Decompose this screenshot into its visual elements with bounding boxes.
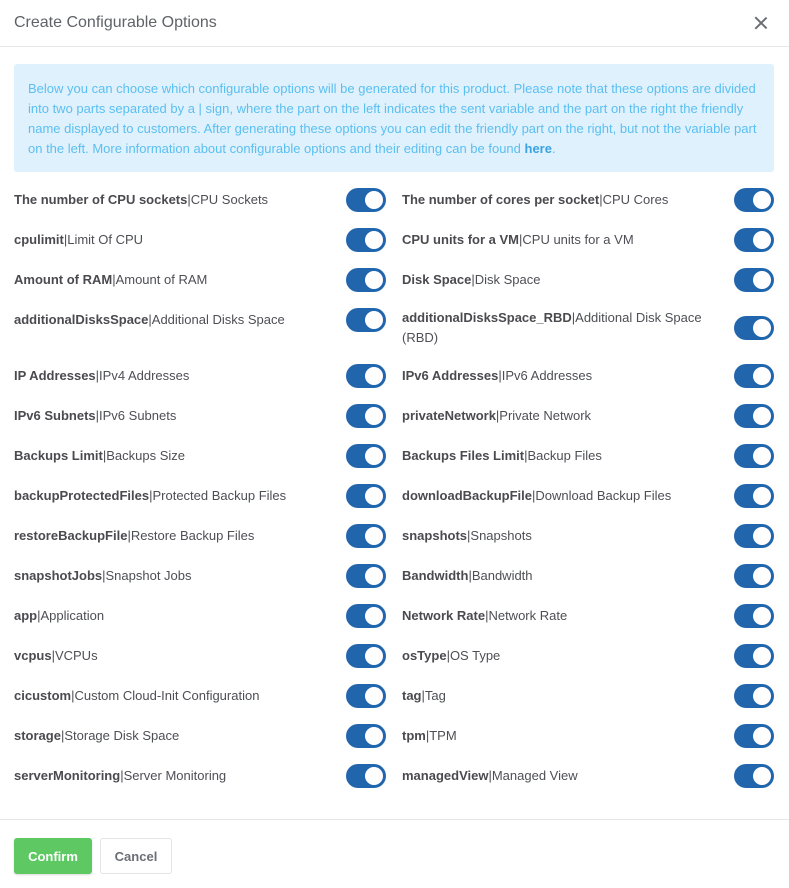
option-toggle[interactable] — [734, 684, 774, 708]
option-item: Backups Limit|Backups Size — [14, 436, 402, 476]
options-grid — [14, 180, 774, 796]
option-toggle[interactable] — [346, 604, 386, 628]
option-item: tag|Tag — [402, 676, 774, 716]
help-link[interactable]: here — [524, 141, 552, 156]
option-toggle[interactable] — [734, 404, 774, 428]
option-item: Network Rate|Network Rate — [402, 596, 774, 636]
option-item: cpulimit|Limit Of CPU — [14, 220, 402, 260]
option-item: osType|OS Type — [402, 636, 774, 676]
option-toggle[interactable] — [734, 764, 774, 788]
cancel-button[interactable]: Cancel — [100, 838, 172, 874]
option-toggle[interactable] — [734, 724, 774, 748]
option-item: snapshotJobs|Snapshot Jobs — [14, 556, 402, 596]
option-item: app|Application — [14, 596, 402, 636]
option-item: Backups Files Limit|Backup Files — [402, 436, 774, 476]
option-toggle[interactable] — [734, 524, 774, 548]
option-item: restoreBackupFile|Restore Backup Files — [14, 516, 402, 556]
option-toggle[interactable] — [734, 188, 774, 212]
dialog-title: Create Configurable Options — [14, 14, 217, 31]
option-toggle[interactable] — [734, 564, 774, 588]
option-toggle[interactable] — [346, 308, 386, 332]
option-item: CPU units for a VM|CPU units for a VM — [402, 220, 774, 260]
option-item: vcpus|VCPUs — [14, 636, 402, 676]
option-toggle[interactable] — [734, 644, 774, 668]
option-item: privateNetwork|Private Network — [402, 396, 774, 436]
option-item: IP Addresses|IPv4 Addresses — [14, 356, 402, 396]
option-toggle[interactable] — [734, 268, 774, 292]
option-toggle[interactable] — [734, 484, 774, 508]
option-item: Amount of RAM|Amount of RAM — [14, 260, 402, 300]
option-toggle[interactable] — [346, 484, 386, 508]
option-toggle[interactable] — [734, 364, 774, 388]
option-toggle[interactable] — [346, 724, 386, 748]
option-item: tpm|TPM — [402, 716, 774, 756]
option-item: IPv6 Subnets|IPv6 Subnets — [14, 396, 402, 436]
option-toggle[interactable] — [734, 228, 774, 252]
option-toggle[interactable] — [346, 524, 386, 548]
info-alert: Below you can choose which configurable options will be generated for this product. Please note that these options are divided into two parts separated by a | sign, where the part on the left indicates the sent variable and the part on the right the friendly name displayed to customers. After generating these options you can edit the friendly part on the right, but not the variable part on the left. More information about configurable options and their editing can be found here. — [14, 64, 774, 172]
option-toggle[interactable] — [346, 228, 386, 252]
close-icon[interactable] — [753, 15, 769, 31]
option-toggle[interactable] — [346, 564, 386, 588]
option-toggle[interactable] — [346, 404, 386, 428]
option-item: backupProtectedFiles|Protected Backup Files — [14, 476, 402, 516]
option-item: downloadBackupFile|Download Backup Files — [402, 476, 774, 516]
option-toggle[interactable] — [346, 364, 386, 388]
option-item: Bandwidth|Bandwidth — [402, 556, 774, 596]
option-item: managedView|Managed View — [402, 756, 774, 796]
option-item: additionalDisksSpace_RBD|Additional Disk Space (RBD) — [402, 300, 774, 356]
option-item: cicustom|Custom Cloud-Init Configuration — [14, 676, 402, 716]
option-toggle[interactable] — [734, 444, 774, 468]
option-toggle[interactable] — [346, 188, 386, 212]
option-toggle[interactable] — [734, 604, 774, 628]
option-item: storage|Storage Disk Space — [14, 716, 402, 756]
dialog-footer — [0, 819, 789, 888]
option-item: snapshots|Snapshots — [402, 516, 774, 556]
option-toggle[interactable] — [346, 764, 386, 788]
option-toggle[interactable] — [346, 644, 386, 668]
option-toggle[interactable] — [346, 444, 386, 468]
option-item: additionalDisksSpace|Additional Disks Space — [14, 300, 402, 356]
option-item: The number of CPU sockets|CPU Sockets — [14, 180, 402, 220]
info-alert-text: Below you can choose which configurable options will be generated for this product. Please note that these options are divided into two parts separated by a | sign, where the part on the left indicates the sent variable and the part on the right the friendly name displayed to customers. After generating these options you can edit the friendly part on the right, but not the variable part on the left. More information about configurable options and their editing can be found — [28, 81, 757, 156]
option-toggle[interactable] — [734, 316, 774, 340]
option-item: serverMonitoring|Server Monitoring — [14, 756, 402, 796]
confirm-button[interactable]: Confirm — [14, 838, 92, 874]
option-item: Disk Space|Disk Space — [402, 260, 774, 300]
dialog-header — [0, 0, 789, 47]
option-toggle[interactable] — [346, 268, 386, 292]
option-item: IPv6 Addresses|IPv6 Addresses — [402, 356, 774, 396]
option-item: The number of cores per socket|CPU Cores — [402, 180, 774, 220]
option-toggle[interactable] — [346, 684, 386, 708]
